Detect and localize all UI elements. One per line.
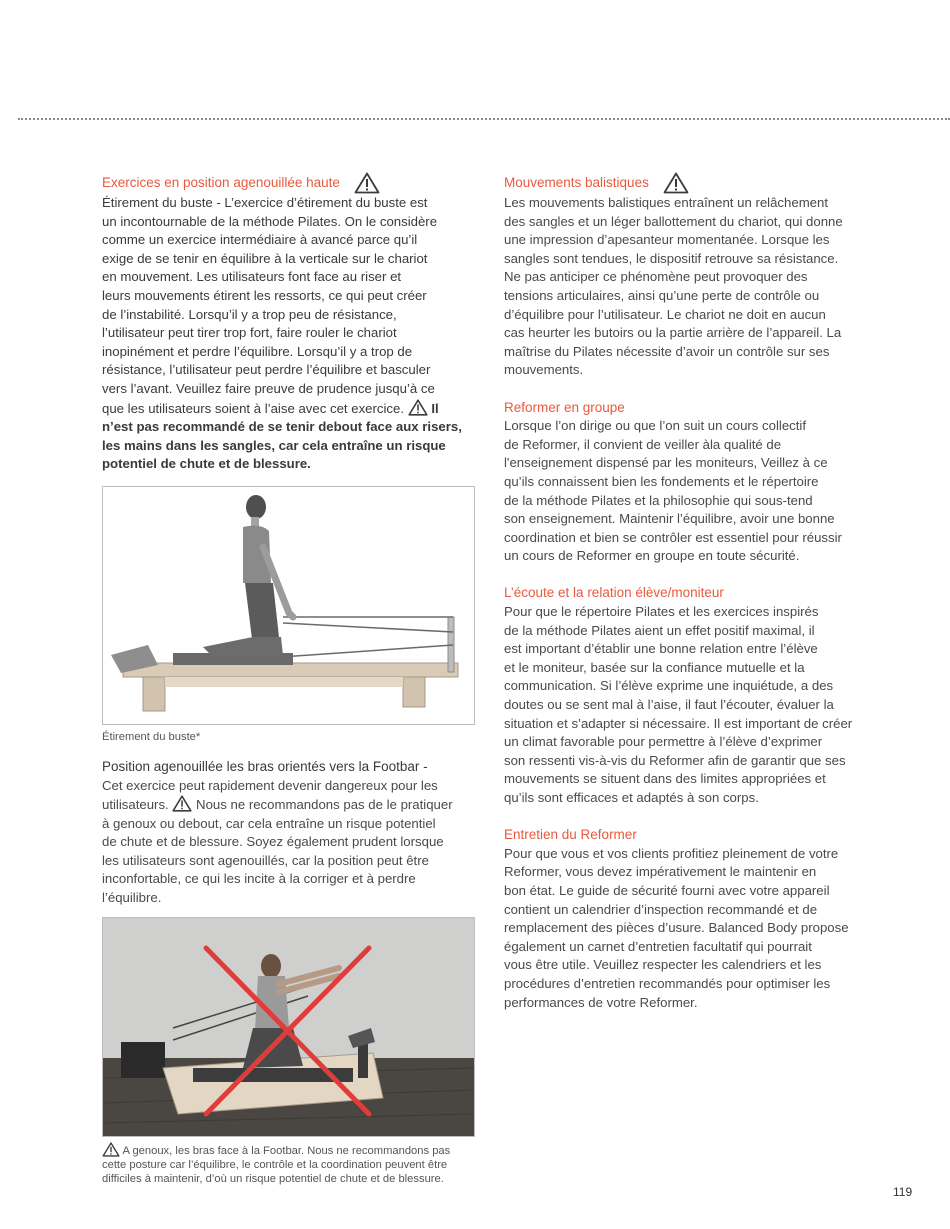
text-line: remplacement des pièces d’usure. Balanced Body propose [504,920,849,936]
subheading-footbar: Position agenouillée les bras orientés vers la Footbar - [102,758,428,774]
text-line: cas heurter les butoirs ou la partie arrière de l’appareil. La [504,325,842,341]
text-span: utilisateurs. [102,797,169,813]
warning-text-line: potentiel de chute et de blessure. [102,456,311,472]
para-torso-stretch [102,194,475,474]
page-number: 119 [893,1185,913,1199]
photo-torso-stretch [102,486,475,725]
text-line: des sangles et un léger ballottement du chariot, qui donne [504,213,843,229]
para-listening [504,603,876,808]
text-line: Cet exercice peut rapidement devenir dangereux pour les [102,777,438,793]
text-line: doutes ou se sent mal à l’aise, il faut l’écouter, évaluer la [504,697,834,713]
text-line: son enseignement. Maintenir l’équilibre, avoir une bonne [504,511,835,527]
text-line: Ne pas anticiper ce phénomène peut provoquer des [504,269,808,285]
right-column [504,172,876,1012]
warning-triangle-icon [663,172,689,194]
text-line: Pour que vous et vos clients profitiez pleinement de votre [504,845,839,861]
text-line: qu’ils connaissent bien les fondements et le répertoire [504,473,819,489]
warning-triangle-icon [102,1142,120,1157]
text-line: mouvements. [504,362,584,378]
text-line: est important d’établir une bonne relation entre l’élève [504,641,818,657]
text-line: de chute et de blessure. Soyez également prudent lorsque [102,834,444,850]
text-line [102,399,475,419]
text-line: Les mouvements balistiques entraînent un relâchement [504,195,829,210]
text-line: Pour que le répertoire Pilates et les exercices inspirés [504,604,819,620]
text-line: l'enseignement dispensé par les moniteurs, Veillez à ce [504,455,828,471]
text-line: une impression d’apesanteur momentanée. Lorsque les [504,232,830,248]
text-line: son ressenti vis-à-vis du Reformer afin de garantir que ses [504,752,846,768]
warning-triangle-icon [172,795,192,812]
section-heading-listening: L’écoute et la relation élève/moniteur [504,585,724,601]
section-heading-kneeling [102,172,475,194]
caption-line: cette posture car l’équilibre, le contrôle et la coordination peuvent être [102,1158,448,1171]
text-line: maîtrise du Pilates nécessite d’avoir un contrôle sur ses [504,343,830,359]
caption-text: A genoux, les bras face à la Footbar. Nous ne recommandons pas [122,1144,451,1157]
text-line: un cours de Reformer en groupe en toute sécurité. [504,548,800,564]
left-column [102,172,475,1186]
photo-caption-warning [102,1142,475,1186]
red-x-cross-icon [103,918,474,1136]
text-line: vous être utile. Veuillez respecter les calendriers et les [504,957,822,973]
text-line: les utilisateurs sont agenouillés, car la position peut être [102,852,429,868]
text-span: Nous ne recommandons pas de le pratiquer [196,797,453,813]
text-line: coordination et bien se contrôler est essentiel pour réussir [504,529,842,545]
text-line: bon état. Le guide de sécurité fourni avec votre appareil [504,882,830,898]
text-line: mouvements se situent dans des limites appropriées et [504,771,826,787]
text-line: exige de se tenir en équilibre à la verticale sur le chariot [102,250,428,266]
text-line: en mouvement. Les utilisateurs font face au riser et [102,269,402,285]
section-heading-ballistic [504,172,876,194]
text-line: comme un exercice intermédiaire à avancé parce qu’il [102,232,418,248]
text-line: situation et s’adapter si nécessaire. Il est important de créer [504,715,853,731]
text-line: contient un calendrier d’inspection recommandé et de [504,901,818,917]
text-line: sangles sont tendues, le dispositif retrouve sa résistance. [504,250,839,266]
warning-triangle-icon [408,399,428,416]
text-line: de la méthode Pilates aient un effet positif maximal, il [504,622,815,638]
warning-text-line: n’est pas recommandé de se tenir debout face aux risers, [102,419,462,435]
text-line: qu’ils sont efficaces et adaptés à son corps. [504,790,759,805]
text-line: Étirement du buste - L’exercice d’étirement du buste est [102,195,428,210]
caption-line: difficiles à maintenir, d’où un risque potentiel de chute et de blessure. [102,1172,444,1185]
heading-text: Mouvements balistiques [504,174,649,190]
text-line: inconfortable, ce qui les incite à la corriger et à perdre l’équilibre. [102,871,416,906]
text-line: vers l’avant. Veuillez faire preuve de prudence jusqu’à ce [102,380,435,396]
text-line: Reformer, vous devez impérativement le maintenir en [504,864,817,880]
text-line: procédures d’entretien recommandés pour optimiser les [504,975,831,991]
section-heading-maintenance: Entretien du Reformer [504,827,637,843]
para-maintenance [504,845,876,1012]
text-line: tensions articulaires, ainsi qu’une perte de contrôle ou [504,287,820,303]
text-line: résistance, l’utilisateur peut perdre l’équilibre et basculer [102,362,431,378]
text-line: d’équilibre pour l’utilisateur. Le chariot ne doit en aucun [504,306,826,322]
warning-text: Il [431,400,439,416]
caption-line [102,1142,475,1158]
text-span: que les utilisateurs soient à l’aise avec cet exercice. [102,400,404,416]
text-line: et le moniteur, basée sur la confiance mutuelle et la [504,659,805,675]
warning-text-line: les mains dans les sangles, car cela entraîne un risque [102,437,446,453]
text-line: de Reformer, il convient de veiller àla qualité de [504,436,782,452]
text-line: de l’instabilité. Lorsqu’il y a trop peu de résistance, [102,306,397,322]
text-line: de la méthode Pilates et la philosophie qui sous-tend [504,492,813,508]
para-footbar-warning [102,777,475,908]
text-line: Lorsque l’on dirige ou que l’on suit un cours collectif [504,418,807,434]
section-heading-group: Reformer en groupe [504,399,625,415]
warning-triangle-icon [354,172,380,194]
para-ballistic [504,194,876,380]
photo-caption: Étirement du buste* [102,730,201,743]
heading-text: Exercices en position agenouillée haute [102,174,340,190]
text-line: performances de votre Reformer. [504,994,698,1010]
dotted-header-rule [18,118,950,120]
text-line: à genoux ou debout, car cela entraîne un risque potentiel [102,815,436,831]
text-line: l’utilisateur peut tirer trop fort, faire rouler le chariot [102,325,397,341]
text-line: inopinément et perdre l’équilibre. Lorsqu’il y a trop de [102,343,413,359]
text-line: un climat favorable pour permettre à l’élève d’exprimer [504,734,823,750]
text-line: leurs mouvements étirent les ressorts, ce qui peut créer [102,287,427,303]
text-line: également un carnet d’entretien facultatif qui pourrait [504,938,812,954]
text-line: communication. Si l’élève exprime une inquiétude, a des [504,678,834,694]
text-line [102,795,475,815]
para-group [504,417,876,566]
photo-kneeling-footbar [102,917,475,1137]
text-line: un incontournable de la méthode Pilates. On le considère [102,213,438,229]
